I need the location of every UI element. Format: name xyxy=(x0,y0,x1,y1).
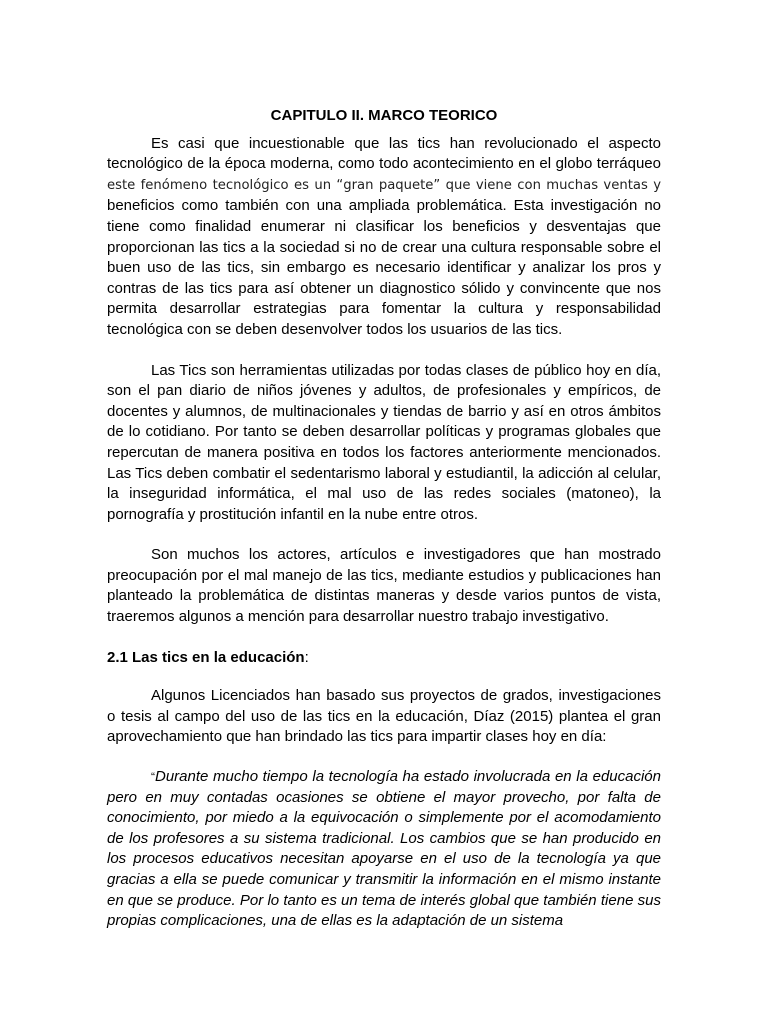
document-body xyxy=(107,106,661,932)
section-heading-colon: : xyxy=(304,648,309,666)
section-heading xyxy=(107,648,661,669)
paragraph-actors: Son muchos los actores, artículos e investigadores que han mostrado preocupación por el mal manejo de las tics, mediante estudios y publicaciones han planteado la problemática de distintas maneras y desde varios puntos de vista, traeremos algunos a mención para desarrollar nuestro trabajo investigativo. xyxy=(107,546,661,626)
section-heading-text: 2.1 Las tics en la educación xyxy=(107,648,305,666)
quote-open-mark: “ xyxy=(151,770,155,785)
paragraph-intro-part3: beneficios como también con una ampliada problemática. Esta investigación no tiene como finalidad enumerar ni clasificar los beneficios y desventajas que proporcionan las tics a la sociedad si no de crear una cultura responsable sobre el buen uso de las tics, sin embargo es necesario identificar y analizar los pros y contras de las tics para así obtener un diagnostico sólido y convincente que nos permita desarrollar estrategias para fomentar la cultura y responsabilidad tecnológica con se deben desenvolver todos los usuarios de las tics. xyxy=(107,197,661,338)
block-quote xyxy=(107,767,661,932)
quote-text: Durante mucho tiempo la tecnología ha estado involucrada en la educación pero en muy contadas ocasiones se obtiene el mayor provecho, por falta de conocimiento, por miedo a la equivocación o simplemente por el acomodamiento de los profesores a su sistema tradicional. Los cambios que se han producido en los procesos educativos necesitan apoyarse en el uso de la tecnología ya que gracias a ella se puede comunicar y transmitir la información en el mismo instante en que se produce. Por lo tanto es un tema de interés global que también tiene sus propias complicaciones, una de ellas es la adaptación de un sistema xyxy=(107,768,661,930)
paragraph-intro-part2: este fenómeno tecnológico es un “gran paquete” que viene con muchas ventas y xyxy=(107,177,661,193)
paragraph-intro-part1: Es casi que incuestionable que las tics han revolucionado el aspecto tecnológico de la época moderna, como todo acontecimiento en el globo terráqueo xyxy=(107,134,661,173)
chapter-title: CAPITULO II. MARCO TEORICO xyxy=(270,107,498,124)
paragraph-licenciados: Algunos Licenciados han basado sus proyectos de grados, investigaciones o tesis al campo del uso de las tics en la educación, Díaz (2015) plantea el gran aprovechamiento que han brindado las tics para impartir clases hoy en día: xyxy=(107,687,661,746)
paragraph-tics-tools: Las Tics son herramientas utilizadas por todas clases de público hoy en día, son el pan diario de niños jóvenes y adultos, de profesionales y empíricos, de docentes y alumnos, de multinacionales y tiendas de barrio y así en otros ámbitos de lo cotidiano. Por tanto se deben desarrollar políticas y programas globales que repercutan de manera positiva en todos los factores anteriormente mencionados. Las Tics deben combatir el sedentarismo laboral y estudiantil, la adicción al celular, la inseguridad informática, el mal uso de las redes sociales (matoneo), la pornografía y prostitución infantil en la nube entre otros. xyxy=(107,361,661,523)
paragraph-intro xyxy=(107,134,661,341)
